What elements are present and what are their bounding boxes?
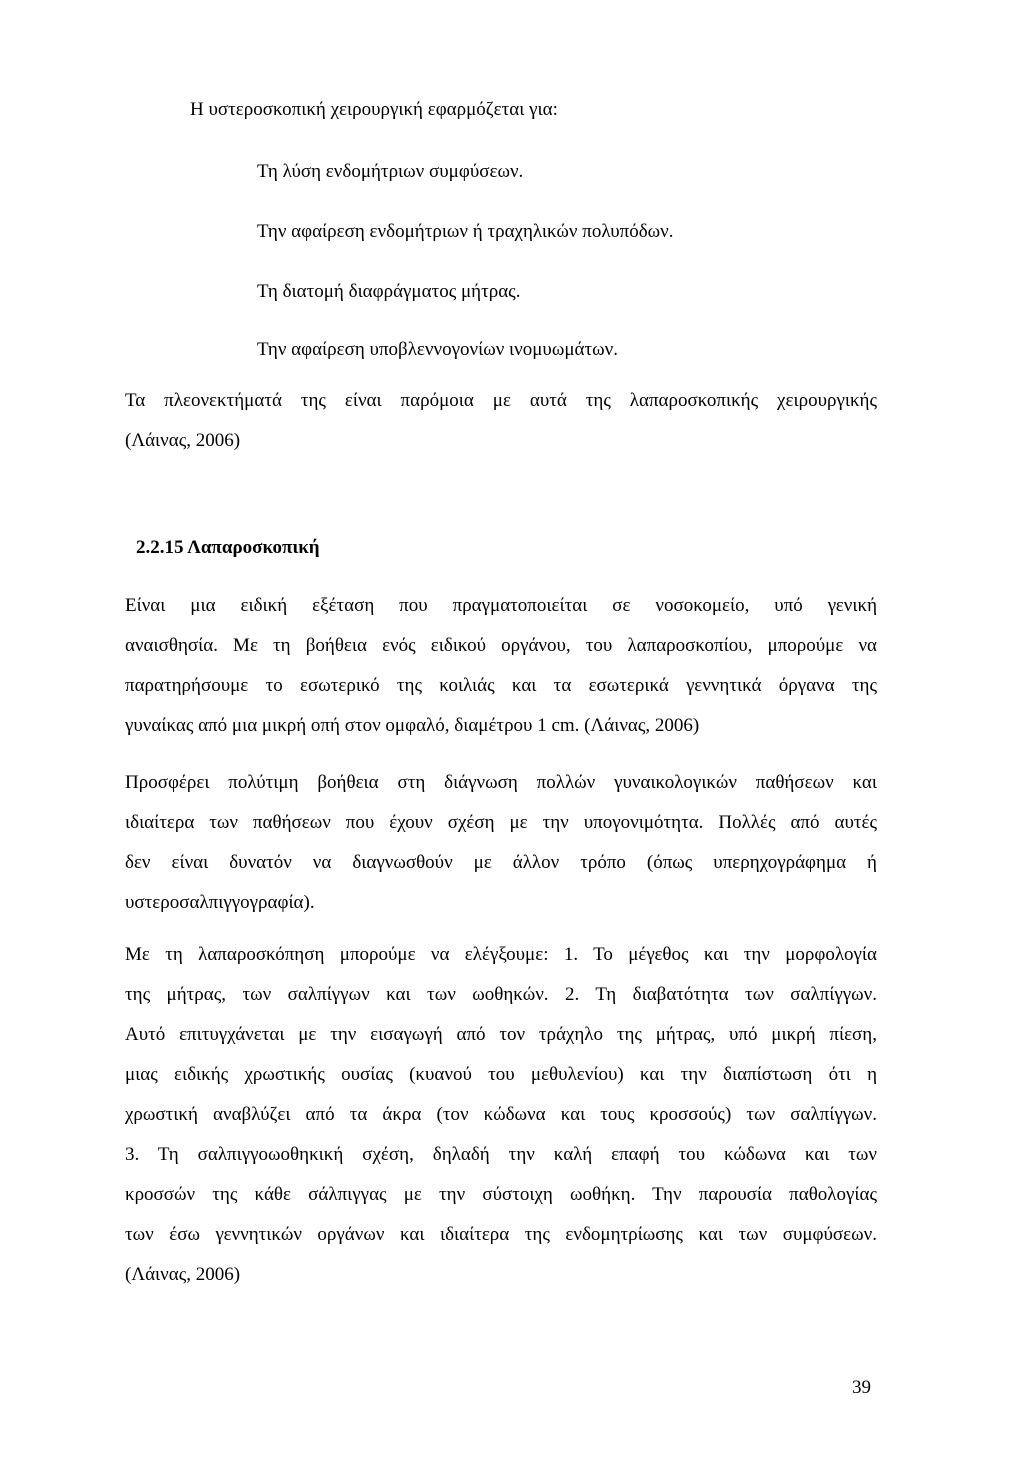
laparoscopy-checks-paragraph [125, 935, 877, 1295]
paragraph-line: των έσω γεννητικών οργάνων και ιδιαίτερα της ενδομητρίωσης και των συμφύσεων. [125, 1224, 877, 1245]
paragraph-line: (Λάινας, 2006) [125, 1264, 241, 1285]
paragraph-line: 3. Τη σαλπιγγοωοθηκική σχέση, δηλαδή την καλή επαφή του κώδωνα και των [125, 1144, 877, 1165]
paragraph-line: δεν είναι δυνατόν να διαγνωσθούν με άλλον τρόπο (όπως υπερηχογράφημα ή [125, 852, 877, 873]
paragraph-line: κροσσών της κάθε σάλπιγγας με την σύστοιχη ωοθήκη. Την παρουσία παθολογίας [125, 1184, 877, 1205]
paragraph-line: παρατηρήσουμε το εσωτερικό της κοιλιάς και τα εσωτερικά γεννητικά όργανα της [125, 675, 877, 696]
paragraph-line: Είναι μια ειδική εξέταση που πραγματοποιείται σε νοσοκομείο, υπό γενική [125, 595, 877, 616]
list-item: Την αφαίρεση ενδομήτριων ή τραχηλικών πολυπόδων. [257, 221, 674, 242]
paragraph-line: Αυτό επιτυγχάνεται με την εισαγωγή από τον τράχηλο της μήτρας, υπό μικρή πίεση, [125, 1024, 877, 1045]
list-item: Τη λύση ενδομήτριων συμφύσεων. [257, 161, 524, 182]
intro-text: Η υστεροσκοπική χειρουργική εφαρμόζεται για: [190, 99, 558, 120]
page-number: 39 [852, 1377, 871, 1398]
paragraph-line: Προσφέρει πολύτιμη βοήθεια στη διάγνωση πολλών γυναικολογικών παθήσεων και [125, 772, 877, 793]
offer-paragraph [125, 763, 877, 923]
paragraph-line: αναισθησία. Με τη βοήθεια ενός ειδικού οργάνου, του λαπαροσκοπίου, μπορούμε να [125, 635, 877, 656]
paragraph-line: μιας ειδικής χρωστικής ουσίας (κυανού του μεθυλενίου) και την διαπίστωση ότι η [125, 1064, 877, 1085]
paragraph-line: (Λάινας, 2006) [125, 430, 241, 451]
paragraph-line: υστεροσαλπιγγογραφία). [125, 892, 315, 913]
laparoscopy-paragraph [125, 586, 877, 746]
advantages-paragraph [125, 381, 877, 461]
paragraph-line: της μήτρας, των σαλπίγγων και των ωοθηκών. 2. Τη διαβατότητα των σαλπίγγων. [125, 984, 877, 1005]
list-item: Την αφαίρεση υποβλεννογονίων ινομυωμάτων. [257, 339, 618, 360]
paragraph-line: γυναίκας από μια μικρή οπή στον ομφαλό, διαμέτρου 1 cm. (Λάινας, 2006) [125, 715, 700, 736]
paragraph-line: χρωστική αναβλύζει από τα άκρα (τον κώδωνα και τους κροσσούς) των σαλπίγγων. [125, 1104, 877, 1125]
paragraph-line: Με τη λαπαροσκόπηση μπορούμε να ελέγξουμε: 1. Το μέγεθος και την μορφολογία [125, 944, 877, 965]
paragraph-line: Τα πλεονεκτήματά της είναι παρόμοια με αυτά της λαπαροσκοπικής χειρουργικής [125, 390, 877, 411]
list-item: Τη διατομή διαφράγματος μήτρας. [257, 281, 521, 302]
section-heading: 2.2.15 Λαπαροσκοπική [136, 537, 320, 558]
paragraph-line: ιδιαίτερα των παθήσεων που έχουν σχέση με την υπογονιμότητα. Πολλές από αυτές [125, 812, 877, 833]
